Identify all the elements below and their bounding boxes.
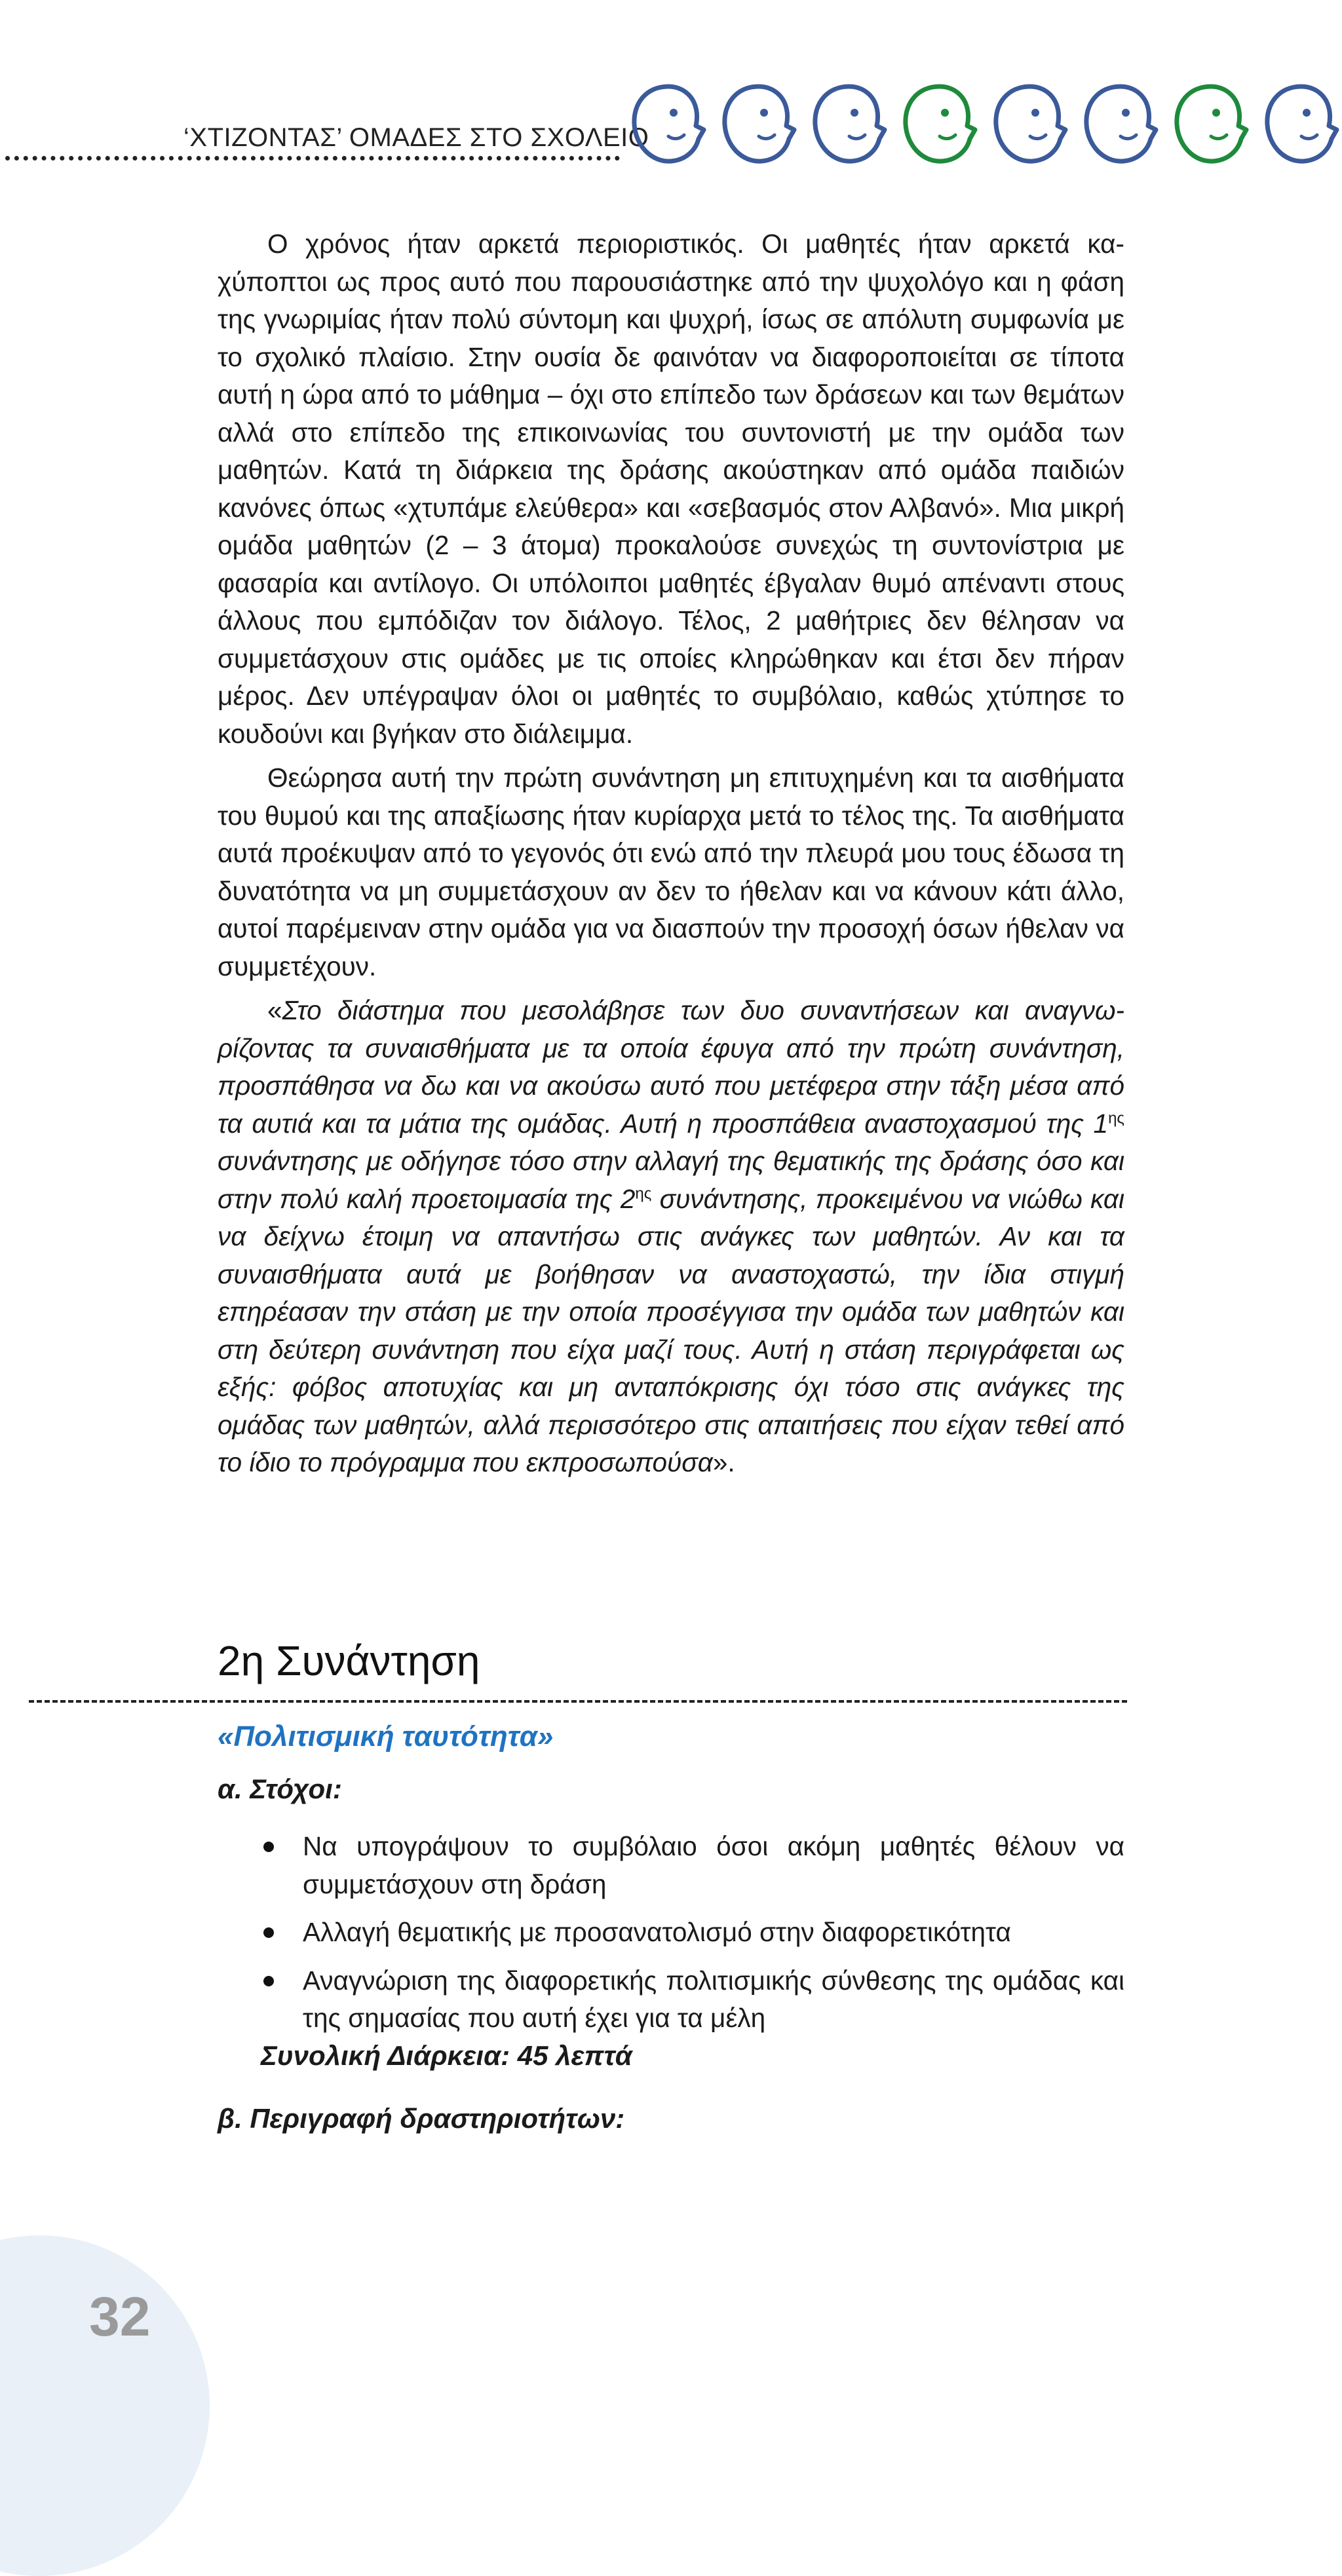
- goal-item: [218, 1962, 1124, 2037]
- goal-text: Αναγνώριση της διαφορετικής πολιτισμικής σύνθεσης της ομάδας και της σημασίας που αυτή έχει για τα μέλη: [303, 1965, 1124, 2033]
- bullet-icon: [263, 1976, 274, 1986]
- section-dashed-rule: [29, 1700, 1127, 1703]
- face-icon: [1267, 86, 1337, 161]
- quote-text-c: συνάντησης, προκειμένου να νιώθω και να δείχνω έτοιμη να απαντήσω στις ανάγκες των μαθητών. Αν και τα συναισθήματα αυτά με βοήθησαν να αναστοχαστώ, την ίδια στιγμή επηρέασαν την στάση με την οποία προσέγγισα την ομάδα των μαθητών και στη δεύτερη συνάντηση που είχα μαζί τους. Αυτή η στάση περιγράφεται ως εξής: φόβος αποτυχίας και μη ανταπόκρισης όχι τόσο στις ανάγκες της ομάδας των μαθητών, αλλά περισσότερο στις απαιτήσεις που είχαν τεθεί από το ίδιο το πρόγραμμα που εκπροσωπούσα: [218, 1183, 1124, 1477]
- bullet-icon: [263, 1842, 274, 1852]
- face-icon: [906, 86, 975, 161]
- quote-close: ».: [712, 1447, 735, 1477]
- face-icon: [1177, 86, 1246, 161]
- paragraph-1: Ο χρόνος ήταν αρκετά περιοριστικός. Οι μαθητές ήταν αρκετά καχύποπτοι ως προς αυτό που παρουσιάστηκε από την ψυχολόγο και η φάση της γνωριμίας ήταν πολύ σύντομη και ψυχρή, ίσως σε απόλυτη συμφωνία με το σχολικό πλαίσιο. Στην ουσία δε φαινόταν να διαφοροποιείται σε τίποτα αυτή η ώρα από το μάθημα – όχι στο επίπεδο των δράσεων και των θεμάτων αλλά στο επίπεδο της επικοινωνίας του συντονιστή με την ομάδα των μαθητών. Κατά τη διάρκεια της δράσης ακούστηκαν από ομάδα παιδιών κανόνες όπως «χτυπάμε ελεύθερα» και «σεβασμός στον Αλβανό». Μια μικρή ομάδα μαθητών (2 – 3 άτομα) προκαλούσε συνεχώς τη συντονίστρια με φασαρία και αντίλογο. Οι υπόλοιποι μαθητές έβγαλαν θυμό απέναντι στους άλλους που εμπόδιζαν τον διάλογο. Τέλος, 2 μαθήτριες δεν θέλησαν να συμμετάσχουν στις ομάδες με τις οποίες κληρώθηκαν και έτσι δεν πήραν μέρος. Δεν υπέγραψαν όλοι οι μαθητές το συμβόλαιο, καθώς χτύπησε το κουδούνι και βγήκαν στο διάλειμμα.: [218, 229, 1124, 749]
- section-subtitle: «Πολιτισμική ταυτότητα»: [218, 1720, 554, 1752]
- running-header-title: ‘ΧΤΙΖΟΝΤΑΣ’ ΟΜΑΔΕΣ ΣΤΟ ΣΧΟΛΕΙΟ: [183, 123, 649, 152]
- ordinal-suffix-2: ης: [635, 1184, 652, 1202]
- face-icon: [634, 86, 704, 161]
- face-icon: [725, 86, 794, 161]
- page-number: 32: [89, 2286, 151, 2347]
- bullet-icon: [263, 1927, 274, 1938]
- quote-open: «: [267, 995, 282, 1025]
- face-icon: [996, 86, 1065, 161]
- ordinal-suffix-1: ης: [1108, 1109, 1124, 1127]
- goal-item: [218, 1828, 1124, 1903]
- goal-item: [218, 1914, 1124, 1952]
- face-icon: [815, 86, 885, 161]
- paragraph-3-quote: [218, 992, 1124, 1482]
- total-duration: Συνολική Διάρκεια: 45 λεπτά: [261, 2040, 632, 2071]
- quote-text-b: συνάντησης με οδήγησε τόσο στην αλλαγή της θεματικής της δράσης όσο και στην πολύ καλή προετοιμασία της 2: [218, 1146, 1124, 1214]
- goals-list: [218, 1828, 1124, 2048]
- section-title: 2η Συνάντηση: [218, 1637, 480, 1684]
- quote-text-a: Στο διάστημα που μεσολάβησε των δυο συναντήσεων και αναγνωρίζοντας τα συναισθήματα με τα οποία έφυγα από την πρώτη συνάντηση, προσπάθησα να δω και να ακούσω αυτό που μετέφερα στην τάξη μέσα από τα αυτιά και τα μάτια της ομάδας. Αυτή η προσπάθεια αναστοχασμού της 1: [218, 995, 1124, 1139]
- faces-illustration: [623, 73, 1342, 172]
- goal-text: Αλλαγή θεματικής με προσανατολισμό στην διαφορετικότητα: [303, 1917, 1011, 1947]
- paragraph-2: Θεώρησα αυτή την πρώτη συνάντηση μη επιτυχημένη και τα αισθήματα του θυμού και της απαξίωσης ήταν κυρίαρχα μετά το τέλος της. Τα αισθήματα αυτά προέκυψαν από το γεγονός ότι ενώ από την πλευρά μου τους έδωσα τη δυνατότητα να μη συμμετάσχουν αν δεν το ήθελαν και να κάνουν κάτι άλλο, αυτοί παρέμειναν στην ομάδα για να διασπούν την προσοχή όσων ήθελαν να συμμετέχουν.: [218, 763, 1124, 981]
- body-text: [218, 225, 1124, 1482]
- goal-text: Να υπογράψουν το συμβόλαιο όσοι ακόμη μαθητές θέλουν να συμμετάσχουν στη δράση: [303, 1831, 1124, 1899]
- faces-decoration: [623, 73, 1342, 172]
- face-icon: [1086, 86, 1156, 161]
- header-dotted-rule: [5, 156, 620, 161]
- activities-heading: β. Περιγραφή δραστηριοτήτων:: [218, 2103, 625, 2134]
- goals-heading: α. Στόχοι:: [218, 1773, 342, 1804]
